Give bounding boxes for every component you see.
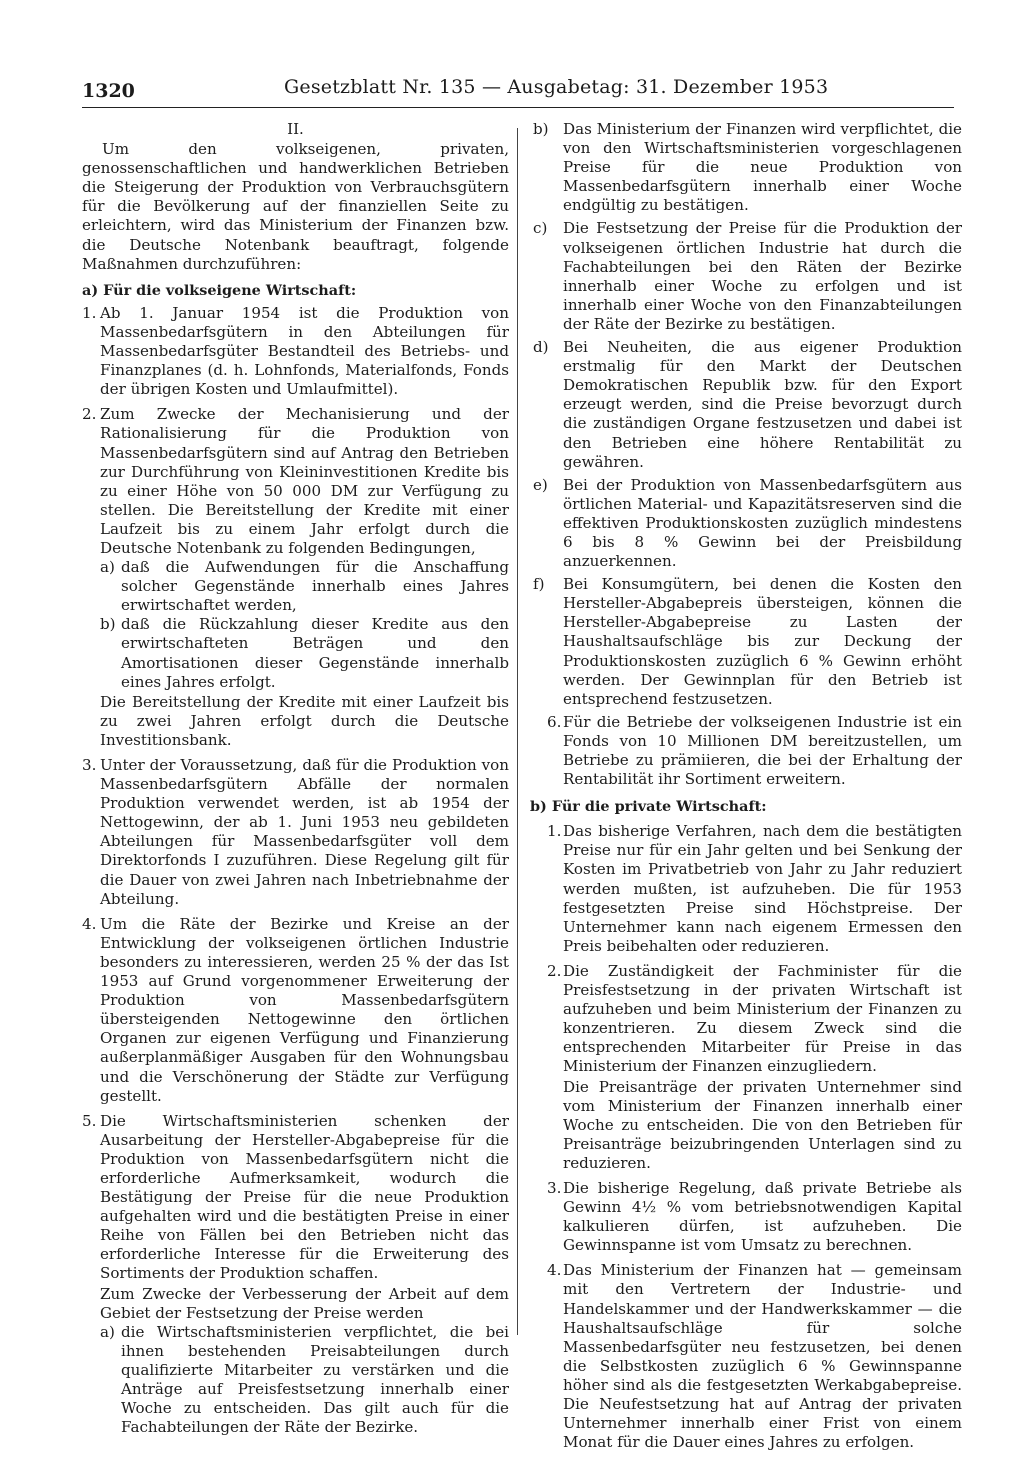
column-divider (517, 128, 518, 1335)
sub-item-text: daß die Aufwendungen für die Anschaffung solcher Gegenstände innerhalb eines Jahres erwirtschaftet werden, (121, 558, 509, 615)
list-item (82, 756, 509, 909)
page-number: 1320 (82, 80, 135, 102)
item-text: Die Zuständigkeit der Fachminister für die Preisfestsetzung in der privaten Wirtschaft ist aufzuheben und beim Ministerium der Finanzen zu konzentrieren. Zu diesem Zweck sind die entsprechenden Mitarbeiter für Preise in das Ministerium der Finanzen einzugliedern. (563, 961, 962, 1076)
item-number: 4. (547, 1261, 562, 1280)
right-column (530, 120, 962, 1458)
list-item (530, 713, 962, 789)
item-text: Zum Zwecke der Mechanisierung und der Rationalisierung für die Produktion von Massenbedarfsgütern sind auf Antrag den Betrieben zur Durchführung von Kleininvestitionen Kredite bis zu einer Höhe von 50 000 DM zur Verfügung zu stellen. Die Bereitstellung der Kredite mit einer Laufzeit bis zu einem Jahr erfolgt durch die Deutsche Notenbank zu folgenden Bedingungen, (100, 405, 509, 557)
item-number: 4. (82, 914, 97, 933)
intro-paragraph: Um den volkseigenen, privaten, genossenschaftlichen und handwerklichen Betrieben die Steigerung der Produktion von Verbrauchsgütern für die Bevölkerung auf der finanziellen Seite zu erleichtern, wird das Ministerium der Finanzen bzw. die Deutsche Notenbank beauftragt, folgende Maßnahmen durchzuführen: (82, 140, 509, 273)
sub-item-label: f) (533, 575, 545, 594)
list-item (530, 822, 962, 956)
item-text: Ab 1. Januar 1954 ist die Produktion von Massenbedarfsgütern in den Abteilungen für Massenbedarfsgüter Bestandteil des Betriebs- und Finanzplanes (d. h. Lohnfonds, Materialfonds, Fonds der übrigen Kosten und Umlaufmittel). (100, 303, 509, 399)
item-number: 3. (82, 756, 97, 774)
item-number: 3. (547, 1178, 562, 1197)
sub-item-text: Bei Konsumgütern, bei denen die Kosten den Hersteller-Abgabepreis übersteigen, können die Hersteller-Abgabepreise zu Lasten der Haushaltsaufschläge bis zur Deckung der Produktionskosten zuzüglich 6 % Gewinn erhöht werden. Der Gewinnplan für den Betrieb ist entsprechend festzusetzen. (563, 575, 962, 708)
list-item (82, 915, 509, 1106)
item-number: 1. (82, 303, 97, 322)
item-continuation: Die Preisanträge der privaten Unternehmer sind vom Ministerium der Finanzen innerhalb einer Woche zu entscheiden. Die von den Betrieben für Preisanträge beizubringenden Unterlagen sind zu reduzieren. (563, 1077, 962, 1172)
item-text: Um die Räte der Bezirke und Kreise an der Entwicklung der volkseigenen örtlichen Industrie besonders zu interessieren, werden 25 % der das Ist 1953 auf Grund vorgenommener Erweiterung der Produktion von Massenbedarfsgütern übersteigenden Nettogewinne den örtlichen Organen zur eigenen Verfügung und Finanzierung außerplanmäßiger Ausgaben für den Wohnungsbau und die Verschönerung der Städte zur Verfügung gestellt. (100, 914, 509, 1105)
sub-item (530, 338, 962, 472)
sub-item-text: die Wirtschaftsministerien verpflichtet, die bei ihnen bestehenden Preisabteilungen durch qualifizierte Mitarbeiter zu verstärken und die Anträge auf Preisfestsetzung innerhalb einer Woche zu entscheiden. Das gilt auch für die Fachabteilungen der Räte der Bezirke. (121, 1322, 509, 1437)
sub-item-label: b) (533, 120, 549, 138)
item-continuation: Die Bereitstellung der Kredite mit einer Laufzeit bis zu zwei Jahren erfolgt durch die Deutsche Investitionsbank. (100, 692, 509, 749)
sub-item-label: e) (533, 475, 548, 494)
sub-heading-private: b) Für die private Wirtschaft: (530, 798, 767, 816)
sub-item-label: d) (533, 338, 549, 357)
item-number: 5. (82, 1111, 97, 1130)
list-item (530, 1179, 962, 1255)
item-text: Für die Betriebe der volkseigenen Industrie ist ein Fonds von 10 Millionen DM bereitzustellen, um Betriebe zu prämiieren, die bei der Erhaltung der Rentabilität ihr Sortiment erweitern. (563, 712, 962, 789)
item-number: 2. (547, 961, 562, 980)
sub-heading-volkseigene: a) Für die volkseigene Wirtschaft: (82, 281, 357, 299)
item-text: Die bisherige Regelung, daß private Betriebe als Gewinn 4½ % vom betriebsnotwendigen Kapital kalkulieren dürfen, ist aufzuheben. Die Gewinnspanne ist vom Umsatz zu berechnen. (563, 1178, 962, 1255)
header-rule (82, 107, 954, 108)
sub-item (530, 120, 962, 215)
sub-item-label: a) (100, 558, 115, 577)
sub-item-text: daß die Rückzahlung dieser Kredite aus den erwirtschafteten Beträgen und den Amortisationen dieser Gegenstände innerhalb eines Jahres erfolgt. (121, 615, 509, 691)
sub-item-label: c) (533, 219, 548, 238)
sub-item-label: a) (100, 1322, 115, 1341)
item-text: Die Wirtschaftsministerien schenken der Ausarbeitung der Hersteller-Abgabepreise für die Produktion von Massenbedarfsgütern nicht die erforderliche Aufmerksamkeit, wodurch die Bestätigung der Preise für die neue Produktion aufgehalten wird und die bestätigten Preise in einer Reihe von Fällen bei den Betrieben nicht das erforderliche Interesse für die Erweiterung des Sortiments der Produktion schaffen. (100, 1111, 509, 1283)
sub-item (530, 219, 962, 334)
item-number: 1. (547, 822, 562, 841)
list-item (530, 1261, 962, 1452)
list-item (82, 405, 509, 750)
sub-item-text: Das Ministerium der Finanzen wird verpflichtet, die von den Wirtschaftsministerien vorgeschlagenen Preise für die neue Produktion von Massenbedarfsgütern innerhalb einer Woche endgültig zu bestätigen. (563, 120, 962, 215)
sub-item (100, 558, 509, 615)
list-item (82, 1112, 509, 1438)
sub-item (530, 575, 962, 709)
item-number: 6. (547, 712, 562, 731)
list-item (530, 962, 962, 1173)
sub-item (530, 476, 962, 571)
section-heading: II. (287, 120, 304, 138)
sub-item-text: Bei der Produktion von Massenbedarfsgütern aus örtlichen Material- und Kapazitätsreserven sind die effektiven Produktionskosten zuzüglich mindestens 6 bis 8 % Gewinn bei der Preisbildung anzuerkennen. (563, 475, 962, 571)
item-text: Das bisherige Verfahren, nach dem die bestätigten Preise nur für ein Jahr gelten und bei Senkung der Kosten im Privatbetrieb von Jahr zu Jahr reduziert werden mußten, ist aufzuheben. Die für 1953 festgesetzten Preise sind Höchstpreise. Der Unternehmer kann nach eigenem Ermessen den Preis beibehalten oder reduzieren. (563, 822, 962, 955)
sub-item-text: Bei Neuheiten, die aus eigener Produktion erstmalig für den Markt der Deutschen Demokratischen Republik bzw. für den Export erzeugt werden, sind die Preise bevorzugt durch die zuständigen Organe festzusetzen und dabei ist den Betrieben eine höhere Rentabilität zu gewähren. (563, 338, 962, 471)
page-header: Gesetzblatt Nr. 135 — Ausgabetag: 31. Dezember 1953 (284, 76, 829, 98)
item-number: 2. (82, 405, 97, 424)
sub-item (100, 615, 509, 691)
list-item (82, 304, 509, 399)
sub-item-label: b) (100, 615, 116, 634)
item-continuation: Zum Zwecke der Verbesserung der Arbeit auf dem Gebiet der Festsetzung der Preise werden (100, 1284, 509, 1322)
item-text: Unter der Voraussetzung, daß für die Produktion von Massenbedarfsgütern Abfälle der normalen Produktion verwendet werden, ist ab 1954 der Nettogewinn, der ab 1. Juni 1953 neu gebildeten Abteilungen für Massenbedarfsgüter voll dem Direktorfonds I zuzuführen. Diese Regelung gilt für die Dauer von zwei Jahren nach Inbetriebnahme der Abteilung. (100, 756, 509, 908)
item-text: Das Ministerium der Finanzen hat — gemeinsam mit den Vertretern der Industrie- und Handelskammer und der Handwerkskammer — die Haushaltsaufschläge für solche Massenbedarfsgüter neu festzusetzen, bei denen die Selbstkosten zuzüglich 6 % Gewinnspanne höher sind als die festgesetzten Werkabgabepreise. Die Neufestsetzung hat auf Antrag der privaten Unternehmer innerhalb einer Frist von einem Monat für die Dauer eines Jahres zu erfolgen. (563, 1261, 962, 1452)
sub-item-text: Die Festsetzung der Preise für die Produktion der volkseigenen örtlichen Industrie hat durch die Fachabteilungen bei den Räten der Bezirke innerhalb einer Woche zu erfolgen und ist innerhalb einer Woche von den Finanzabteilungen der Räte der Bezirke zu bestätigen. (563, 219, 962, 333)
sub-item (100, 1323, 509, 1438)
left-column (82, 120, 509, 1443)
